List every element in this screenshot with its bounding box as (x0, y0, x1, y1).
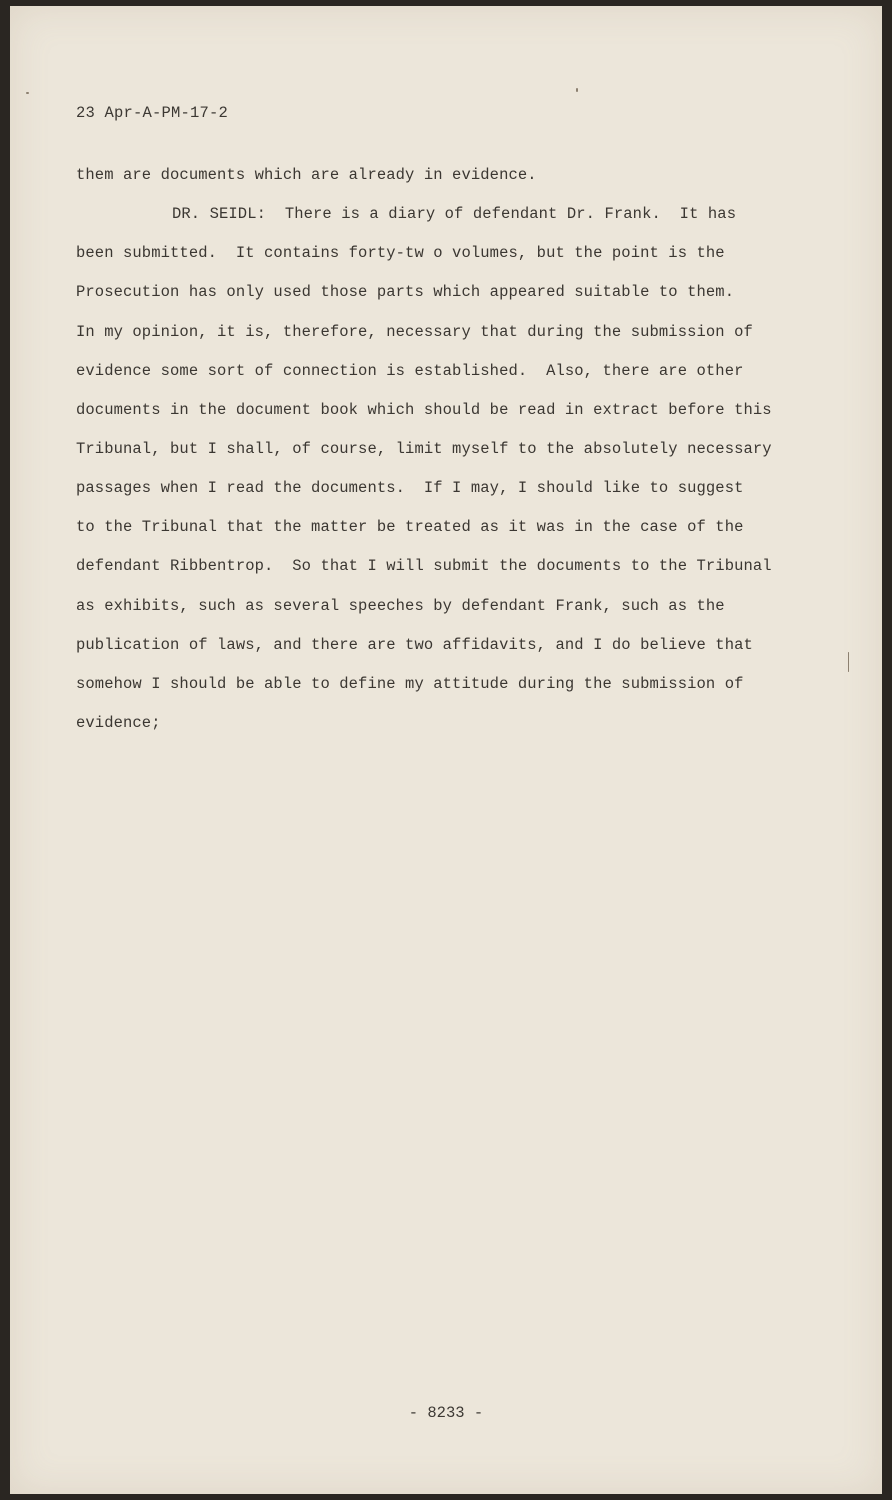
text-line: as exhibits, such as several speeches by defendant Frank, such as the (76, 596, 725, 615)
page-reference: 23 Apr-A-PM-17-2 (76, 104, 229, 122)
text-line: somehow I should be able to define my attitude during the submission of (76, 674, 744, 693)
page-speck (26, 92, 29, 94)
text-line: evidence some sort of connection is established. Also, there are other (76, 361, 744, 380)
text-line: In my opinion, it is, therefore, necessary that during the submission of (76, 322, 753, 341)
page-number: - 8233 - (408, 1404, 484, 1422)
text-line: evidence; (76, 713, 161, 732)
transcript-body (76, 156, 816, 743)
page-speck (848, 652, 849, 672)
page-speck (576, 88, 578, 92)
text-line: defendant Ribbentrop. So that I will submit the documents to the Tribunal (76, 557, 772, 576)
text-line: DR. SEIDL: There is a diary of defendant Dr. Frank. It has (172, 205, 737, 224)
text-line: Prosecution has only used those parts which appeared suitable to them. (76, 283, 735, 302)
document-page (10, 6, 882, 1494)
text-line: documents in the document book which should be read in extract before this (76, 400, 772, 419)
text-line: them are documents which are already in evidence. (76, 166, 537, 184)
text-line: Tribunal, but I shall, of course, limit myself to the absolutely necessary (76, 439, 772, 458)
text-line: to the Tribunal that the matter be treated as it was in the case of the (76, 518, 744, 537)
text-line: passages when I read the documents. If I may, I should like to suggest (76, 479, 744, 498)
text-line: been submitted. It contains forty-tw o volumes, but the point is the (76, 244, 725, 263)
text-line: publication of laws, and there are two affidavits, and I do believe that (76, 635, 753, 654)
